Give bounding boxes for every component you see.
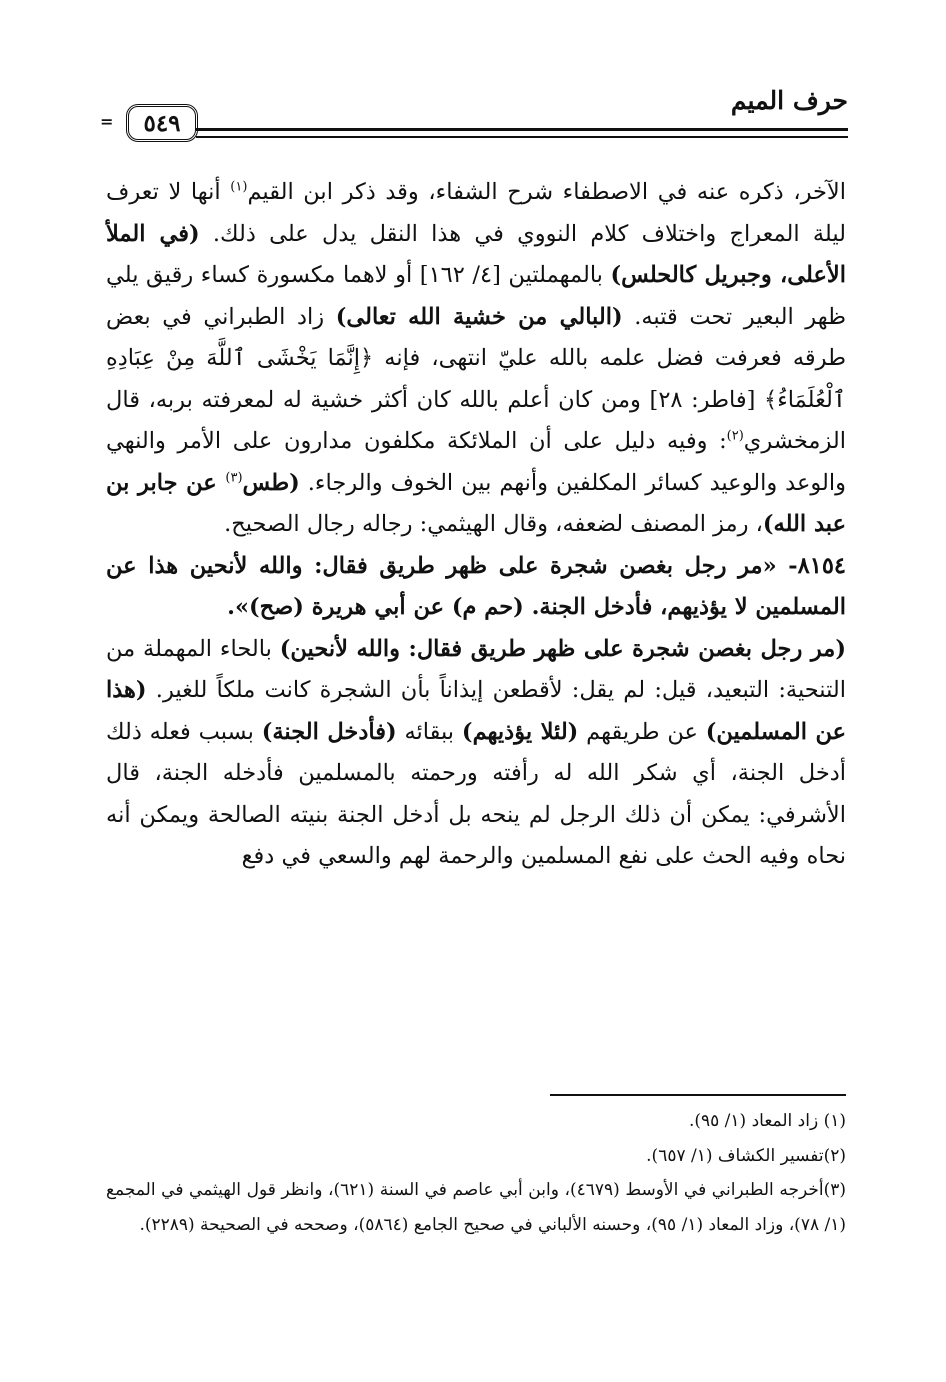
page-number-mark: =: [100, 112, 114, 131]
bold-quote: (في الملأ الأعلى، وجبريل كالحلس): [106, 220, 846, 288]
paragraph-3: [106, 629, 846, 878]
hadith-number: ٨١٥٤-: [776, 552, 846, 579]
text-run: بالحاء المهملة من التنحية: التبعيد، قيل: لم يقل: لأقطعن إيذاناً بأن الشجرة كانت ملكاً للغير.: [106, 635, 846, 703]
header-rule-thick: [196, 128, 848, 131]
text-run: بالمهملتين [٤/ ١٦٢] أو لاهما مكسورة كساء رقيق يلي ظهر البعير تحت قتبه.: [106, 262, 847, 330]
hadith-8154: [106, 546, 846, 629]
bold-quote: (لئلا يؤذيهم): [461, 718, 579, 745]
header-rule-thin: [196, 136, 848, 138]
text-run: بسبب فعله ذلك أدخل الجنة، أي شكر الله له رأفته ورحمته بالمسلمين فأدخله الجنة، قال الأشرفي: يمكن أن ذلك الرجل لم ينحه بل أدخل الجنة بنيته الصالحة ويمكن أنه نحاه وفيه الحث على نفع المسلمين والرحمة لهم والسعي في دفع: [106, 718, 846, 869]
bold-quote: (مر رجل بغصن شجرة على ظهر طريق فقال: والله لأنحين): [279, 635, 846, 662]
bold-quote: (هذا عن المسلمين): [106, 677, 847, 745]
page-number-box: [126, 104, 198, 142]
bold-quote: (طس: [242, 469, 300, 496]
page-number: ٥٤٩: [143, 109, 181, 137]
text-run: أنها لا تعرف ليلة المعراج واختلاف كلام النووي في هذا النقل يدل على ذلك.: [106, 179, 846, 247]
text-run: : وفيه دليل على أن الملائكة مكلفون مدارون على الأمر والنهي والوعد والوعيد كسائر المكلفين وأنهم بين الخوف والرجاء.: [106, 428, 847, 496]
page-header: [100, 86, 848, 146]
footnote-ref-3: (٣): [225, 470, 243, 485]
footnote-separator: [550, 1094, 846, 1096]
footnote-1: (١) زاد المعاد (١/ ٩٥).: [688, 1111, 846, 1131]
bold-quote: (البالي من خشية الله تعالى): [335, 303, 623, 330]
bold-quote: (فأدخل الجنة): [261, 718, 397, 745]
text-run: زاد الطبراني في بعض طرقه فعرفت فضل علمه بالله عليّ انتهى، فإنه ﴿إِنَّمَا يَخْشَى ٱللَّهَ مِنْ عِبَادِهِ ٱلْعُلَمَاءُ﴾ [فاطر: ٢٨] ومن كان أعلم بالله كان أكثر خشية له لمعرفته بربه، قال الزمخشري: [106, 303, 846, 454]
chapter-title: حرف الميم: [730, 86, 848, 115]
footnote-ref-1: (١): [230, 179, 248, 195]
footnotes: [106, 1104, 846, 1242]
bold-quote: عن جابر بن عبد الله): [106, 469, 846, 537]
footnote-2: (٢)تفسير الكشاف (١/ ٦٥٧).: [646, 1145, 846, 1166]
hadith-text: «مر رجل بغصن شجرة على ظهر طريق فقال: والله لأنحين هذا عن المسلمين لا يؤذيهم، فأدخل الجنة. (حم م) عن أبي هريرة (صح)».: [106, 552, 846, 620]
text-run: ، رمز المصنف لضعفه، وقال الهيثمي: رجاله رجال الصحيح.: [224, 511, 763, 537]
text-run: الآخر، ذكره عنه في الاصطفاء شرح الشفاء، وقد ذكر ابن القيم: [247, 179, 846, 205]
footnote-3: (٣)أخرجه الطبراني في الأوسط (٤٦٧٩)، وابن أبي عاصم في السنة (٦٢١)، وانظر قول الهيثمي في المجمع (١/ ٧٨)، وزاد المعاد (١/ ٩٥)، وحسنه الألباني في صحيح الجامع (٥٨٦٤)، وصححه في الصحيحة (٢٢٨٩).: [106, 1180, 846, 1235]
text-run: عن طريقهم: [578, 718, 706, 745]
main-text: [106, 172, 846, 878]
footnote-ref-2: (٢): [726, 428, 744, 444]
paragraph-1: [106, 172, 846, 546]
text-run: ببقائه: [396, 718, 462, 745]
